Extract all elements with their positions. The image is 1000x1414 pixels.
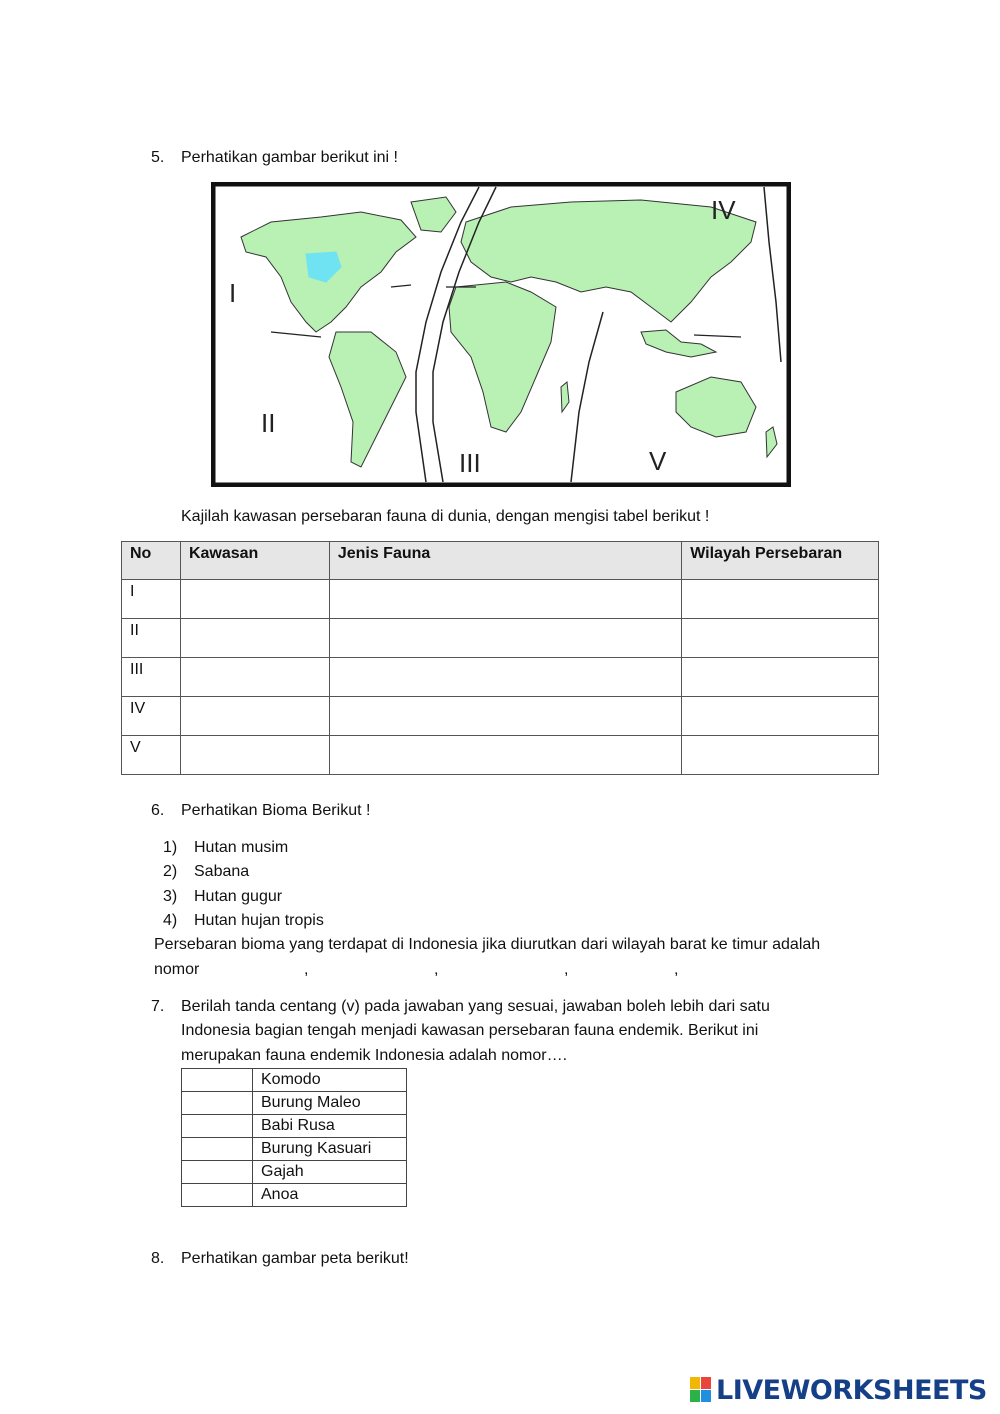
- row-number: III: [122, 658, 181, 697]
- row-number: V: [122, 736, 181, 775]
- jenis-fauna-input[interactable]: [329, 697, 681, 736]
- list-item: 1) Hutan musim: [163, 839, 289, 856]
- q5-instruction: Kajilah kawasan persebaran fauna di dunia, dengan mengisi tabel berikut !: [181, 508, 710, 525]
- table-row: [182, 1138, 407, 1161]
- q7-line1: Berilah tanda centang (v) pada jawaban yang sesuai, jawaban boleh lebih dari satu: [181, 998, 770, 1015]
- liveworksheets-logo[interactable]: [690, 1374, 987, 1406]
- biome-label: Hutan gugur: [194, 888, 283, 905]
- q6-heading: [151, 802, 370, 820]
- fauna-option: Anoa: [253, 1184, 407, 1207]
- endemic-fauna-table: [181, 1068, 407, 1207]
- map-label-5: V: [649, 446, 667, 476]
- check-box[interactable]: [182, 1184, 253, 1207]
- wilayah-persebaran-input[interactable]: [682, 697, 879, 736]
- table-row: [122, 619, 879, 658]
- jenis-fauna-input[interactable]: [329, 619, 681, 658]
- q6-number: 6.: [151, 802, 165, 819]
- biome-label: Hutan hujan tropis: [194, 912, 324, 929]
- header-no: No: [122, 542, 181, 580]
- fauna-option: Burung Maleo: [253, 1092, 407, 1115]
- q6-question: Persebaran bioma yang terdapat di Indonesia jika diurutkan dari wilayah barat ke timur adalah: [154, 936, 821, 953]
- separator: ,: [564, 961, 569, 978]
- table-row: [182, 1115, 407, 1138]
- row-number: IV: [122, 697, 181, 736]
- wilayah-persebaran-input[interactable]: [682, 658, 879, 697]
- table-row: [122, 658, 879, 697]
- fauna-option: Burung Kasuari: [253, 1138, 407, 1161]
- row-number: I: [122, 580, 181, 619]
- q7-line2: Indonesia bagian tengah menjadi kawasan persebaran fauna endemik. Berikut ini: [181, 1022, 759, 1039]
- kawasan-input[interactable]: [180, 619, 329, 658]
- kawasan-input[interactable]: [180, 697, 329, 736]
- check-box[interactable]: [182, 1069, 253, 1092]
- header-kawasan: Kawasan: [180, 542, 329, 580]
- map-label-3: III: [459, 448, 481, 478]
- biome-order-input-3[interactable]: [450, 962, 560, 982]
- header-jenis-fauna: Jenis Fauna: [329, 542, 681, 580]
- q6-prompt: Perhatikan Bioma Berikut !: [181, 802, 371, 819]
- table-row: [122, 580, 879, 619]
- q5-number: 5.: [151, 149, 165, 166]
- separator: ,: [304, 961, 309, 978]
- biome-order-input-2[interactable]: [320, 962, 430, 982]
- check-box[interactable]: [182, 1092, 253, 1115]
- jenis-fauna-input[interactable]: [329, 580, 681, 619]
- separator: ,: [434, 961, 439, 978]
- fauna-option: Gajah: [253, 1161, 407, 1184]
- list-item: 4) Hutan hujan tropis: [163, 912, 324, 929]
- q7-number: 7.: [151, 998, 165, 1015]
- check-box[interactable]: [182, 1161, 253, 1184]
- kawasan-input[interactable]: [180, 736, 329, 775]
- map-label-4: IV: [711, 195, 736, 225]
- table-row: [122, 736, 879, 775]
- table-row: [182, 1092, 407, 1115]
- list-item: 3) Hutan gugur: [163, 888, 283, 905]
- check-box[interactable]: [182, 1115, 253, 1138]
- q5-heading: [151, 149, 398, 167]
- check-box[interactable]: [182, 1138, 253, 1161]
- fauna-option: Babi Rusa: [253, 1115, 407, 1138]
- list-item: 2) Sabana: [163, 863, 250, 880]
- header-wilayah-persebaran: Wilayah Persebaran: [682, 542, 879, 580]
- fauna-table: [121, 541, 879, 775]
- logo-mark-icon: [690, 1377, 712, 1403]
- biome-label: Sabana: [194, 863, 250, 880]
- biome-label: Hutan musim: [194, 839, 289, 856]
- jenis-fauna-input[interactable]: [329, 736, 681, 775]
- q8-heading: [151, 1250, 409, 1268]
- table-header-row: [122, 542, 879, 580]
- row-number: II: [122, 619, 181, 658]
- q8-prompt: Perhatikan gambar peta berikut!: [181, 1250, 409, 1267]
- q8-number: 8.: [151, 1250, 165, 1267]
- table-row: [122, 697, 879, 736]
- fauna-region-world-map: [211, 182, 791, 487]
- biome-order-input-1[interactable]: [212, 962, 300, 982]
- map-label-2: II: [261, 408, 276, 438]
- biome-order-input-4[interactable]: [580, 962, 670, 982]
- q6-answer-prefix: nomor: [154, 961, 200, 978]
- separator: ,: [674, 961, 679, 978]
- table-row: [182, 1069, 407, 1092]
- fauna-option: Komodo: [253, 1069, 407, 1092]
- kawasan-input[interactable]: [180, 580, 329, 619]
- wilayah-persebaran-input[interactable]: [682, 736, 879, 775]
- table-row: [182, 1184, 407, 1207]
- table-row: [182, 1161, 407, 1184]
- kawasan-input[interactable]: [180, 658, 329, 697]
- map-label-1: I: [229, 278, 237, 308]
- logo-text: LIVEWORKSHEETS: [716, 1374, 987, 1406]
- wilayah-persebaran-input[interactable]: [682, 619, 879, 658]
- q5-prompt: Perhatikan gambar berikut ini !: [181, 149, 398, 166]
- jenis-fauna-input[interactable]: [329, 658, 681, 697]
- wilayah-persebaran-input[interactable]: [682, 580, 879, 619]
- q7-line3: merupakan fauna endemik Indonesia adalah nomor….: [181, 1047, 568, 1064]
- q7-heading: [151, 998, 770, 1016]
